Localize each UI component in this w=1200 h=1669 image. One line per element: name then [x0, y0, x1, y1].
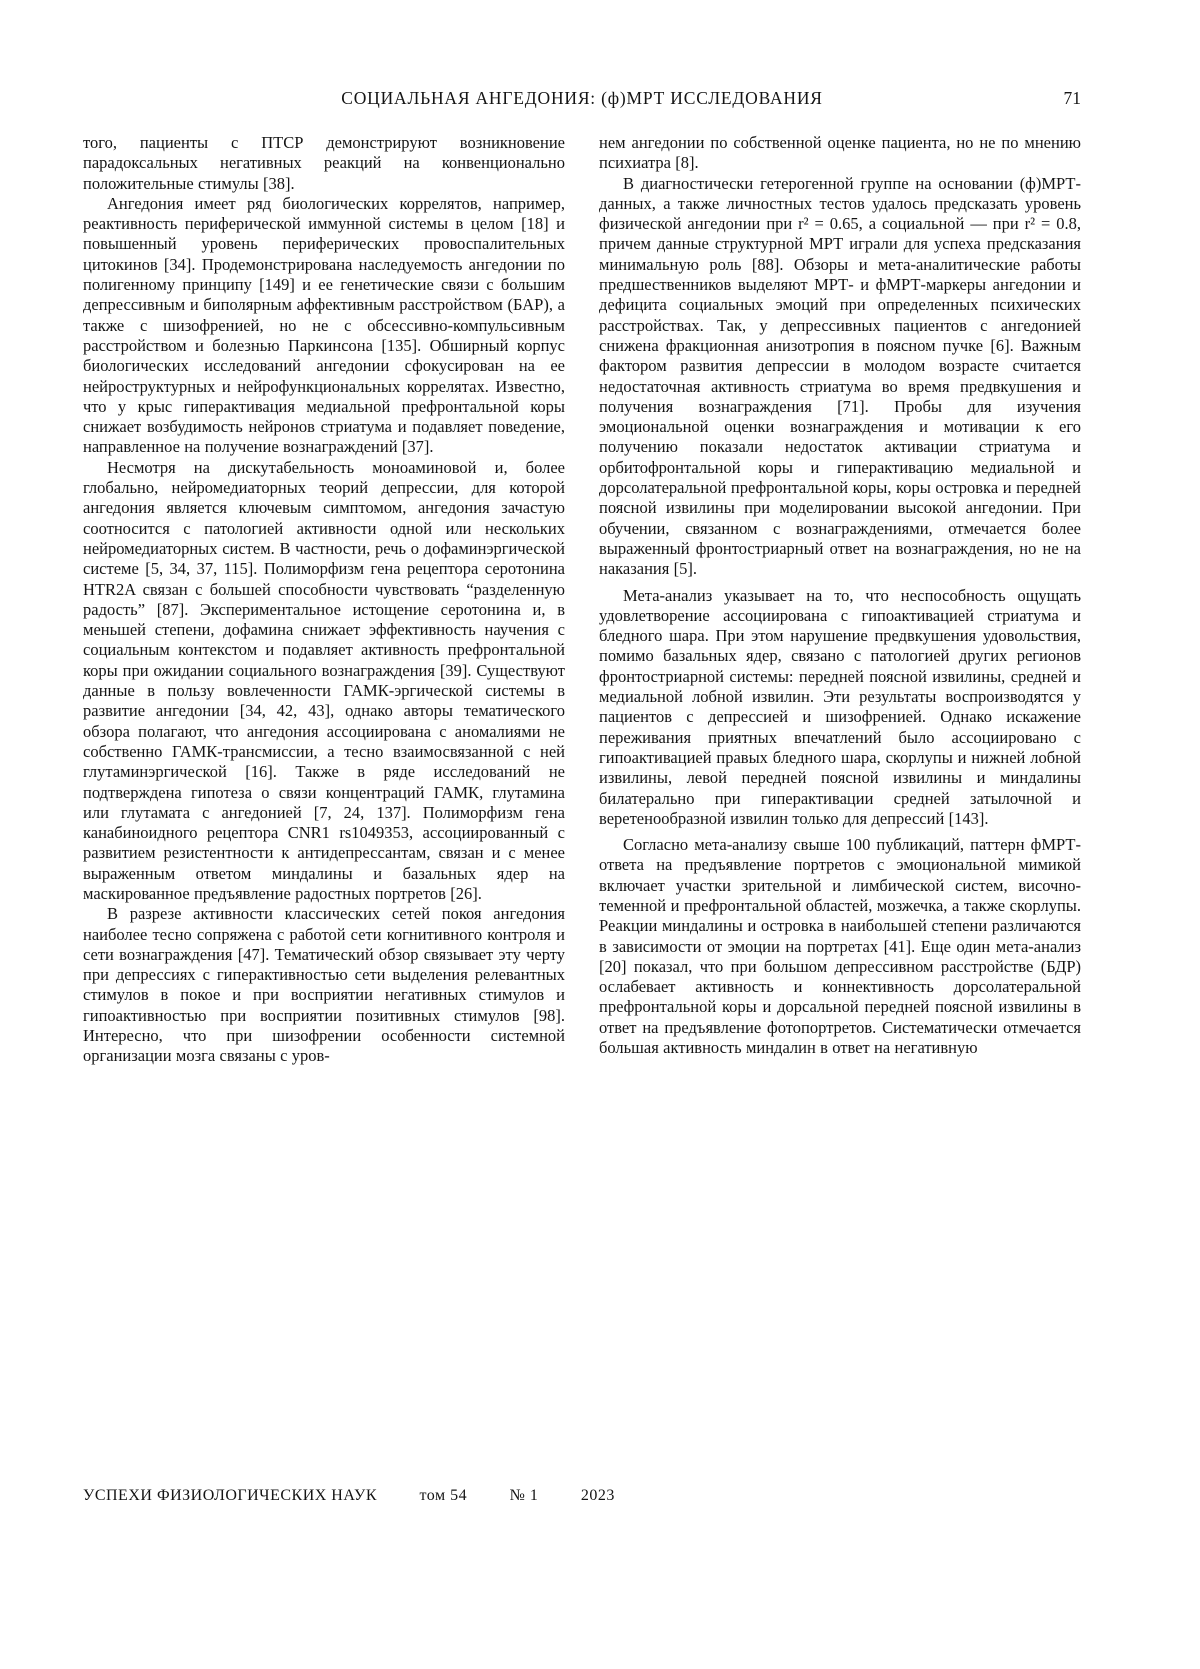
- page-number: 71: [1063, 88, 1081, 108]
- paragraph: Согласно мета-анализу свыше 100 публикаций, паттерн фМРТ-ответа на предъявление портретов с эмоциональной мимикой включает участки зрительной и лимбической систем, височно-теменной и префронтальной областей, мозжечка, а также скорлупы. Реакции миндалины и островка в наибольшей степени различаются в зависимости от эмоции на портретах [41]. Еще один мета-анализ [20] показал, что при большом депрессивном расстройстве (БДР) ослабевает активность и коннективность дорсолатеральной префронтальной коры и дорсальной передней поясной извилины в ответ на предъявление фотопортретов. Систематически отмечается большая активность миндалин в ответ на негативную: [599, 835, 1081, 1058]
- footer-issue: № 1: [509, 1487, 539, 1504]
- paragraph: В диагностически гетерогенной группе на основании (ф)МРТ-данных, а также личностных тестов удалось предсказать уровень физической ангедонии при r² = 0.65, а социальной — при r² = 0.8, причем данные структурной МРТ играли для успеха предсказания минимальную роль [88]. Обзоры и мета-аналитические работы предшественников выделяют МРТ- и фМРТ-маркеры ангедонии и дефицита социальных эмоций при определенных психических расстройствах. Так, у депрессивных пациентов с ангедонией снижена фракционная анизотропия в поясном пучке [6]. Важным фактором развития депрессии в молодом возрасте считается недостаточная активность стриатума во время предвкушения и получения вознаграждения [71]. Пробы для изучения эмоциональной оценки вознаграждения и мотивации к его получению показали недостаток активации стриатума и орбитофронтальной коры и гиперактивацию медиальной и дорсолатеральной префронтальной коры, коры островка и передней поясной извилины при моделировании высокой ангедонии. При обучении, связанном с вознаграждениями, отмечается более выраженный фронтостриарный ответ на вознаграждения, но не на наказания [5].: [599, 173, 1081, 579]
- running-head-title: СОЦИАЛЬНАЯ АНГЕДОНИЯ: (ф)МРТ ИССЛЕДОВАНИЯ: [341, 88, 823, 108]
- paragraph: Мета-анализ указывает на то, что неспособность ощущать удовлетворение ассоциирована с гипоактивацией стриатума и бледного шара. При этом нарушение предвкушения удовольствия, помимо базальных ядер, связано с патологией других регионов фронтостриарной системы: передней поясной извилины, средней и медиальной лобной извилин. Эти результаты воспроизводятся у пациентов с депрессией и шизофренией. Однако искажение переживания приятных впечатлений было ассоциировано с гипоактивацией правых бледного шара, скорлупы и нижней лобной извилины, левой передней поясной извилины и миндалины билатерально при гиперактивации средней затылочной и веретенообразной извилин только для депрессий [143].: [599, 585, 1081, 828]
- footer-volume: том 54: [419, 1487, 468, 1504]
- right-column: [599, 133, 1081, 1067]
- journal-footer: [83, 1487, 615, 1505]
- paragraph: Ангедония имеет ряд биологических коррелятов, например, реактивность периферической иммунной системы в целом [18] и повышенный уровень периферических провоспалительных цитокинов [34]. Продемонстрирована наследуемость ангедонии по полигенному принципу [149] и ее генетические связи с большим депрессивным и биполярным аффективным расстройством (БАР), а также с шизофренией, но не с обсессивно-компульсивным расстройством и болезнью Паркинсона [135]. Обширный корпус биологических исследований ангедонии сфокусирован на ее нейроструктурных и нейрофункциональных коррелятах. Известно, что у крыс гиперактивация медиальной префронтальной коры снижает возбудимость нейронов стриатума и подавляет поведение, направленное на получение вознаграждений [37].: [83, 193, 565, 457]
- left-column: [83, 133, 565, 1067]
- running-header: [83, 88, 1081, 109]
- paragraph: В разрезе активности классических сетей покоя ангедония наиболее тесно сопряжена с работой сети когнитивного контроля и сети вознаграждения [47]. Тематический обзор связывает эту черту при депрессиях с гиперактивностью сети выделения релевантных стимулов в покое и при восприятии негативных стимулов и гипоактивностью при восприятии позитивных стимулов [98]. Интересно, что при шизофрении особенности системной организации мозга связаны с уров-: [83, 904, 565, 1066]
- paragraph-continuation: того, пациенты с ПТСР демонстрируют возникновение парадоксальных негативных реакций на конвенционально положительные стимулы [38].: [83, 133, 565, 193]
- paragraph-continuation: нем ангедонии по собственной оценке пациента, но не по мнению психиатра [8].: [599, 133, 1081, 173]
- article-body: [83, 133, 1081, 1067]
- paragraph: Несмотря на дискутабельность моноаминовой и, более глобально, нейромедиаторных теорий депрессии, для которой ангедония является ключевым симптомом, ангедония зачастую соотносится с патологией активности одной или нескольких нейромедиаторных систем. В частности, речь о дофаминэргической системе [5, 34, 37, 115]. Полиморфизм гена рецептора серотонина HTR2A связан с большей способности чувствовать “разделенную радость” [87]. Экспериментальное истощение серотонина и, в меньшей степени, дофамина снижает эффективность научения с социальным контекстом и подавляет активность префронтальной коры при ожидании социального вознаграждения [39]. Существуют данные в пользу вовлеченности ГАМК-эргической системы в развитие ангедонии [34, 42, 43], однако авторы тематического обзора полагают, что ангедония ассоциирована с аномалиями не собственно ГАМК-трансмиссии, а тесно взаимосвязанной с ней глутаминэргической [16]. Также в ряде исследований не подтверждена гипотеза о связи концентраций ГАМК, глутамина или глутамата с ангедонией [7, 24, 137]. Полиморфизм гена канабиноидного рецептора CNR1 rs1049353, ассоциированный с развитием резистентности к антидепрессантам, связан и с менее выраженным ответом миндалины и базальных ядер на маскированное предъявление радостных портретов [26].: [83, 457, 565, 903]
- journal-page: [83, 88, 1081, 1067]
- footer-journal-name: УСПЕХИ ФИЗИОЛОГИЧЕСКИХ НАУК: [83, 1487, 377, 1504]
- footer-year: 2023: [580, 1487, 615, 1504]
